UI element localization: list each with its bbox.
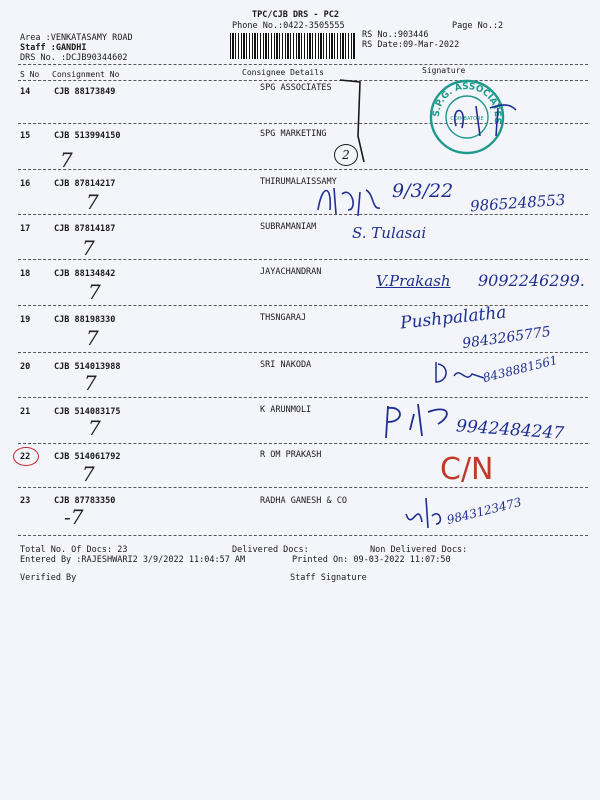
- row-consignee: SPG ASSOCIATES: [260, 83, 332, 93]
- rs-date: RS Date:09-Mar-2022: [362, 40, 460, 50]
- tick-mark-icon: 7: [86, 326, 99, 350]
- row-consignee: SRI NAKODA: [260, 360, 312, 370]
- row-consignee: THSNGARAJ: [260, 313, 307, 323]
- col-consignee: Consignee Details: [242, 68, 324, 77]
- row-sno: 23: [20, 496, 31, 506]
- row-divider: [18, 259, 588, 260]
- handwritten-phone: 9942484247: [455, 416, 565, 444]
- row-consignment: CJB 514013988: [54, 362, 121, 372]
- staff-label: Staff :GANDHI: [20, 43, 87, 53]
- row-divider: [18, 169, 588, 170]
- row-consignment: CJB 514083175: [54, 407, 121, 417]
- handwritten-signature: V.Prakash: [376, 272, 451, 290]
- row-consignment: CJB 87814187: [54, 224, 116, 234]
- col-signature: Signature: [422, 66, 466, 75]
- staff-signature: Staff Signature: [290, 573, 367, 583]
- handwritten-cn-mark: C/N: [440, 452, 494, 487]
- col-consignment: Consignment No: [52, 70, 120, 79]
- tick-mark-icon: 7: [82, 462, 95, 486]
- tick-mark-icon: 7: [88, 280, 101, 304]
- signature-scribble: [380, 400, 460, 442]
- total-docs: Total No. Of Docs: 23: [20, 545, 128, 555]
- row-sno: 18: [20, 269, 31, 279]
- entered-by: Entered By :RAJESHWARI2 3/9/2022 11:04:57 AM: [20, 555, 246, 565]
- row-consignee: JAYACHANDRAN: [260, 267, 322, 277]
- signature-scribble: [312, 180, 392, 220]
- row-consignee: RADHA GANESH & CO: [260, 496, 347, 506]
- tick-mark-icon: 7: [86, 190, 99, 214]
- handwritten-date: 9/3/22: [392, 180, 454, 202]
- row-consignment: CJB 513994150: [54, 131, 121, 141]
- handwritten-phone: 8438881561: [481, 352, 559, 386]
- barcode-image: [230, 33, 355, 59]
- tick-mark-icon: -7: [64, 505, 84, 529]
- document-title: TPC/CJB DRS - PC2: [252, 10, 339, 20]
- tick-mark-icon: 7: [84, 371, 97, 395]
- drs-number: DRS No. :DCJB90344602: [20, 53, 128, 63]
- row-sno: 20: [20, 362, 31, 372]
- row-sno: 22: [20, 452, 31, 462]
- row-divider: [18, 443, 588, 444]
- svg-text:S.P.G. ASSOCIATES: S.P.G. ASSOCIATES: [431, 81, 503, 125]
- row-sno: 19: [20, 315, 31, 325]
- row-sno: 14: [20, 87, 31, 97]
- handwritten-phone: 9843265775: [461, 323, 552, 353]
- handwritten-phone: 9843123473: [445, 494, 523, 528]
- circled-number: 2: [334, 144, 358, 166]
- row-sno: 15: [20, 131, 31, 141]
- row-sno: 16: [20, 179, 31, 189]
- page-number: Page No.:2: [452, 21, 504, 31]
- row-consignment: CJB 88198330: [54, 315, 116, 325]
- handwritten-phone: 9865248553: [469, 190, 566, 216]
- header-divider-top: [18, 64, 588, 65]
- row-consignee: R OM PRAKASH: [260, 450, 322, 460]
- col-sno: S No: [20, 70, 40, 79]
- tick-mark-icon: 7: [60, 148, 73, 172]
- row-consignee: THIRUMALAISSAMY: [260, 177, 337, 187]
- rs-number: RS No.:903446: [362, 30, 429, 40]
- handwritten-signature: Pushpalatha: [399, 302, 508, 334]
- tick-mark-icon: 7: [82, 236, 95, 260]
- verified-by: Verified By: [20, 573, 77, 583]
- printed-on: Printed On: 09-03-2022 11:07:50: [292, 555, 451, 565]
- row-consignee: K ARUNMOLI: [260, 405, 312, 415]
- row-consignment: CJB 87814217: [54, 179, 116, 189]
- row-consignment: CJB 514061792: [54, 452, 121, 462]
- handwritten-signature: S. Tulasai: [352, 224, 427, 242]
- svg-text:COIMBATORE: COIMBATORE: [450, 116, 484, 122]
- row-consignment: CJB 88134842: [54, 269, 116, 279]
- area-label: Area :VENKATASAMY ROAD: [20, 33, 133, 43]
- row-consignment: CJB 88173849: [54, 87, 116, 97]
- phone-number: Phone No.:0422-3505555: [232, 21, 345, 31]
- delivered-docs: Delivered Docs:: [232, 545, 309, 555]
- row-divider: [18, 397, 588, 398]
- tick-mark-icon: 7: [88, 416, 101, 440]
- stamp-signature: [446, 96, 526, 146]
- row-divider: [18, 535, 588, 536]
- row-divider: [18, 214, 588, 215]
- red-circle-mark: [13, 447, 39, 466]
- handwritten-phone: 9092246299.: [478, 271, 585, 290]
- row-consignment: CJB 87783350: [54, 496, 116, 506]
- signature-scribble: [400, 494, 450, 534]
- non-delivered-docs: Non Delivered Docs:: [370, 545, 468, 555]
- row-divider: [18, 352, 588, 353]
- row-divider: [18, 487, 588, 488]
- row-sno: 17: [20, 224, 31, 234]
- row-consignee: SPG MARKETING: [260, 129, 327, 139]
- row-sno: 21: [20, 407, 31, 417]
- row-consignee: SUBRAMANIAM: [260, 222, 317, 232]
